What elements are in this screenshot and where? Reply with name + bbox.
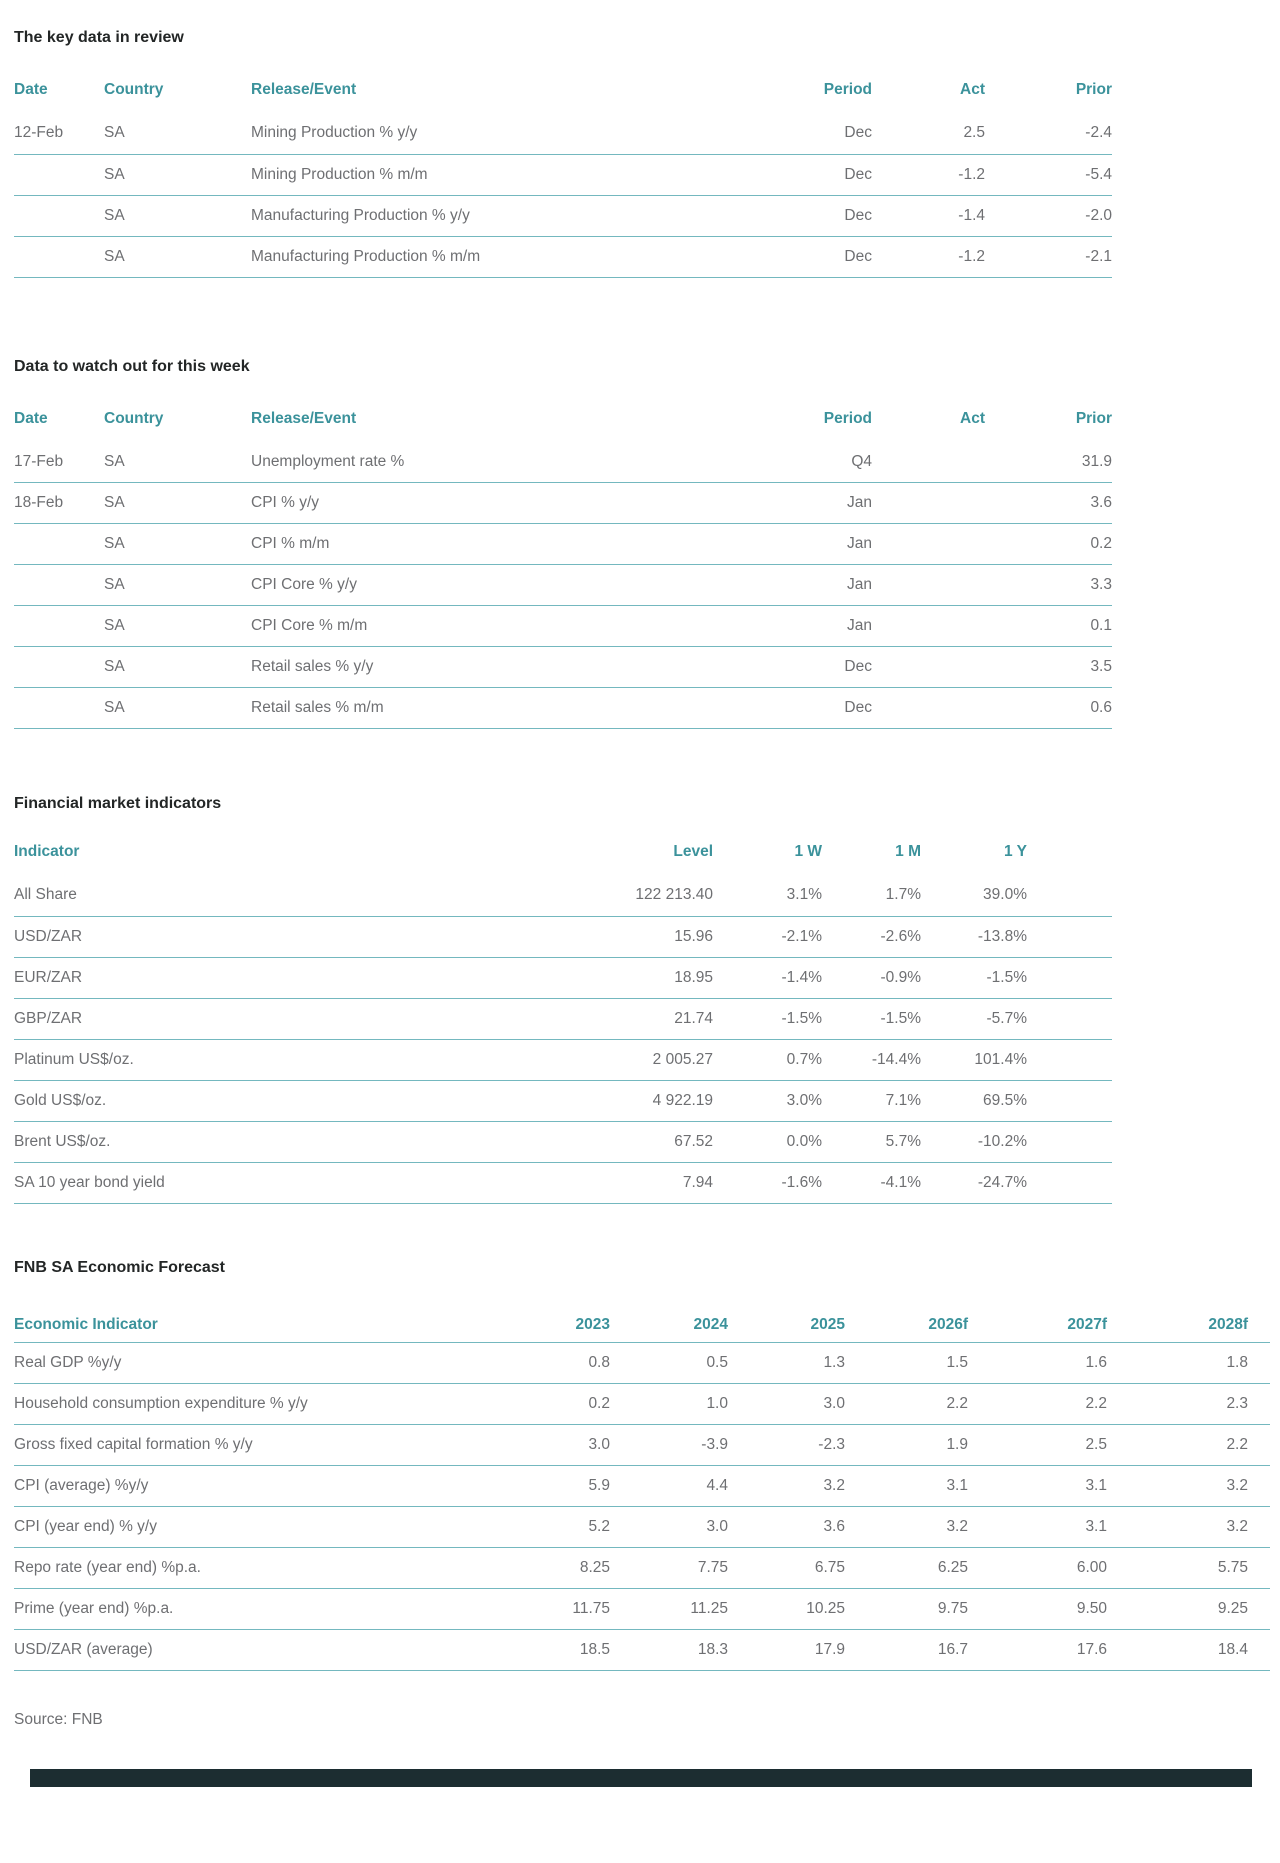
table-cell: 3.6 xyxy=(728,1507,845,1548)
table-cell: 1.7% xyxy=(822,875,921,916)
table-cell: Dec xyxy=(751,688,872,729)
table-cell xyxy=(872,688,985,729)
table-cell: SA xyxy=(104,195,251,236)
table-cell: -1.2 xyxy=(872,236,985,277)
table-cell: SA xyxy=(104,565,251,606)
table-cell: SA xyxy=(104,236,251,277)
table-cell: 10.25 xyxy=(728,1589,845,1630)
table-cell: 122 213.40 xyxy=(434,875,713,916)
column-header: 1 W xyxy=(794,843,822,860)
table-cell: -3.9 xyxy=(610,1425,728,1466)
table-cell: 31.9 xyxy=(985,442,1112,483)
table-cell: 9.50 xyxy=(968,1589,1107,1630)
table-cell: 17.9 xyxy=(728,1630,845,1671)
table-cell: 2.2 xyxy=(968,1384,1107,1425)
table-cell xyxy=(14,524,104,565)
table-cell xyxy=(872,647,985,688)
column-header: 1 M xyxy=(895,843,921,860)
table-row xyxy=(14,606,1112,647)
column-header: Prior xyxy=(1075,81,1112,98)
table-cell: 4 922.19 xyxy=(434,1080,713,1121)
table-row xyxy=(14,1507,1270,1548)
table-header-row xyxy=(14,843,1112,875)
table-cell: 69.5% xyxy=(921,1080,1112,1121)
section-economic-forecast xyxy=(14,1259,1270,1672)
table-cell: 11.75 xyxy=(434,1589,610,1630)
table-cell: 5.9 xyxy=(434,1466,610,1507)
table-cell: Jan xyxy=(751,606,872,647)
table-header-row xyxy=(14,410,1112,442)
column-header: Release/Event xyxy=(251,409,357,427)
table-cell: -2.1 xyxy=(985,236,1112,277)
table-cell: CPI Core % y/y xyxy=(251,565,751,606)
watch-week-table xyxy=(14,410,1112,730)
table-header-row xyxy=(14,1313,1270,1343)
table-cell: 101.4% xyxy=(921,1039,1112,1080)
table-cell: 5.7% xyxy=(822,1121,921,1162)
table-cell: 16.7 xyxy=(845,1630,968,1671)
economic-forecast-table xyxy=(14,1313,1270,1672)
section-watch-week xyxy=(14,358,1270,730)
table-cell: USD/ZAR xyxy=(14,916,434,957)
table-cell: 6.75 xyxy=(728,1548,845,1589)
table-row xyxy=(14,916,1112,957)
table-cell: 0.2 xyxy=(434,1384,610,1425)
table-cell: SA xyxy=(104,606,251,647)
table-cell: 3.1 xyxy=(845,1466,968,1507)
table-cell: Unemployment rate % xyxy=(251,442,751,483)
table-cell: Dec xyxy=(751,113,872,154)
table-cell: Household consumption expenditure % y/y xyxy=(14,1384,434,1425)
table-cell: Brent US$/oz. xyxy=(14,1121,434,1162)
column-header: Act xyxy=(960,81,985,98)
table-cell xyxy=(872,524,985,565)
table-cell: 18-Feb xyxy=(14,483,104,524)
table-header-row xyxy=(14,81,1112,113)
table-cell: All Share xyxy=(14,875,434,916)
table-cell: CPI (year end) % y/y xyxy=(14,1507,434,1548)
table-cell: CPI % y/y xyxy=(251,483,751,524)
footer-bar xyxy=(30,1769,1252,1787)
table-cell: Q4 xyxy=(751,442,872,483)
table-cell: 0.2 xyxy=(985,524,1112,565)
table-row xyxy=(14,647,1112,688)
table-row xyxy=(14,1589,1270,1630)
section-key-data xyxy=(14,29,1270,278)
table-row xyxy=(14,565,1112,606)
table-cell: -1.5% xyxy=(921,957,1112,998)
table-cell: SA xyxy=(104,442,251,483)
table-cell: 0.1 xyxy=(985,606,1112,647)
table-cell: Real GDP %y/y xyxy=(14,1343,434,1384)
table-cell: 3.3 xyxy=(985,565,1112,606)
column-header: Period xyxy=(823,81,872,98)
table-cell: 3.1% xyxy=(713,875,822,916)
table-cell: 3.5 xyxy=(985,647,1112,688)
table-cell xyxy=(14,688,104,729)
table-cell: 0.6 xyxy=(985,688,1112,729)
column-header: Act xyxy=(960,409,985,427)
table-cell: -13.8% xyxy=(921,916,1112,957)
table-cell: SA xyxy=(104,647,251,688)
table-cell: SA xyxy=(104,154,251,195)
table-row xyxy=(14,688,1112,729)
table-cell: 6.00 xyxy=(968,1548,1107,1589)
table-cell: 21.74 xyxy=(434,998,713,1039)
table-cell: -2.1% xyxy=(713,916,822,957)
table-cell: -2.0 xyxy=(985,195,1112,236)
table-cell xyxy=(14,606,104,647)
table-row xyxy=(14,875,1112,916)
table-row xyxy=(14,1548,1270,1589)
table-cell: 3.2 xyxy=(1107,1466,1270,1507)
table-cell: 18.95 xyxy=(434,957,713,998)
table-cell: 1.8 xyxy=(1107,1343,1270,1384)
table-cell: 18.4 xyxy=(1107,1630,1270,1671)
column-header: Release/Event xyxy=(251,81,357,98)
table-row xyxy=(14,195,1112,236)
table-cell: Dec xyxy=(751,154,872,195)
table-cell: 3.6 xyxy=(985,483,1112,524)
table-cell: 3.0 xyxy=(434,1425,610,1466)
table-cell: 4.4 xyxy=(610,1466,728,1507)
table-cell: 3.0 xyxy=(610,1507,728,1548)
table-cell: 6.25 xyxy=(845,1548,968,1589)
table-cell: 39.0% xyxy=(921,875,1112,916)
table-cell: SA xyxy=(104,113,251,154)
table-cell: Mining Production % m/m xyxy=(251,154,751,195)
column-header: Date xyxy=(14,409,48,427)
table-cell: 1.3 xyxy=(728,1343,845,1384)
table-row xyxy=(14,1080,1112,1121)
table-cell: -2.3 xyxy=(728,1425,845,1466)
table-cell: -5.4 xyxy=(985,154,1112,195)
table-row xyxy=(14,1039,1112,1080)
column-header: 1 Y xyxy=(1004,843,1027,860)
table-cell: -1.5% xyxy=(713,998,822,1039)
table-cell: 5.75 xyxy=(1107,1548,1270,1589)
table-cell: 2.3 xyxy=(1107,1384,1270,1425)
table-row xyxy=(14,1162,1112,1203)
table-row xyxy=(14,236,1112,277)
table-row xyxy=(14,998,1112,1039)
table-cell: -0.9% xyxy=(822,957,921,998)
table-cell xyxy=(872,565,985,606)
column-header: Level xyxy=(673,843,713,860)
section-market-indicators xyxy=(14,795,1270,1204)
table-cell: -10.2% xyxy=(921,1121,1112,1162)
table-row xyxy=(14,1384,1270,1425)
table-cell: 9.75 xyxy=(845,1589,968,1630)
table-cell: 11.25 xyxy=(610,1589,728,1630)
table-cell xyxy=(14,154,104,195)
column-header: Country xyxy=(104,409,164,427)
table-row xyxy=(14,1630,1270,1671)
table-cell xyxy=(14,565,104,606)
table-cell: Platinum US$/oz. xyxy=(14,1039,434,1080)
table-cell: 15.96 xyxy=(434,916,713,957)
table-cell: 2.5 xyxy=(968,1425,1107,1466)
table-row xyxy=(14,442,1112,483)
table-cell: USD/ZAR (average) xyxy=(14,1630,434,1671)
table-cell: 3.0% xyxy=(713,1080,822,1121)
table-cell: SA 10 year bond yield xyxy=(14,1162,434,1203)
table-cell xyxy=(14,236,104,277)
table-cell: 3.0 xyxy=(728,1384,845,1425)
table-cell: 12-Feb xyxy=(14,113,104,154)
key-data-table xyxy=(14,81,1112,278)
column-header: Prior xyxy=(1075,409,1112,427)
table-cell: 0.8 xyxy=(434,1343,610,1384)
table-cell: 3.2 xyxy=(1107,1507,1270,1548)
table-cell: 2.2 xyxy=(845,1384,968,1425)
source-note: Source: FNB xyxy=(14,1711,103,1728)
table-cell: CPI (average) %y/y xyxy=(14,1466,434,1507)
table-cell: 17.6 xyxy=(968,1630,1107,1671)
column-header: Country xyxy=(104,81,164,98)
table-cell: Jan xyxy=(751,565,872,606)
table-row xyxy=(14,483,1112,524)
table-cell: -5.7% xyxy=(921,998,1112,1039)
table-cell: Dec xyxy=(751,195,872,236)
column-header: Period xyxy=(823,409,872,427)
table-row xyxy=(14,524,1112,565)
table-cell: Dec xyxy=(751,236,872,277)
table-cell: 3.1 xyxy=(968,1466,1107,1507)
table-cell: -1.4% xyxy=(713,957,822,998)
section-heading-market-indicators: Financial market indicators xyxy=(14,795,222,812)
table-row xyxy=(14,957,1112,998)
table-cell: Jan xyxy=(751,483,872,524)
table-cell: Mining Production % y/y xyxy=(251,113,751,154)
table-cell: -1.6% xyxy=(713,1162,822,1203)
table-cell: Manufacturing Production % m/m xyxy=(251,236,751,277)
column-header: 2026f xyxy=(845,1313,968,1343)
column-header: 2023 xyxy=(434,1313,610,1343)
column-header: 2024 xyxy=(610,1313,728,1343)
table-cell xyxy=(14,647,104,688)
table-cell: Prime (year end) %p.a. xyxy=(14,1589,434,1630)
table-cell: 3.1 xyxy=(968,1507,1107,1548)
table-cell xyxy=(872,442,985,483)
table-cell: 0.7% xyxy=(713,1039,822,1080)
table-cell: -4.1% xyxy=(822,1162,921,1203)
table-cell xyxy=(872,483,985,524)
table-cell: GBP/ZAR xyxy=(14,998,434,1039)
table-cell: -24.7% xyxy=(921,1162,1112,1203)
market-indicators-table xyxy=(14,843,1112,1204)
table-cell: CPI % m/m xyxy=(251,524,751,565)
table-row xyxy=(14,1466,1270,1507)
table-cell: 2 005.27 xyxy=(434,1039,713,1080)
column-header: Indicator xyxy=(14,843,80,860)
table-cell: Retail sales % y/y xyxy=(251,647,751,688)
table-cell: 67.52 xyxy=(434,1121,713,1162)
column-header: 2027f xyxy=(968,1313,1107,1343)
table-cell: SA xyxy=(104,524,251,565)
table-cell: CPI Core % m/m xyxy=(251,606,751,647)
table-cell xyxy=(872,606,985,647)
table-cell: Retail sales % m/m xyxy=(251,688,751,729)
table-cell: Dec xyxy=(751,647,872,688)
section-heading-watch-week: Data to watch out for this week xyxy=(14,357,250,375)
table-cell: -14.4% xyxy=(822,1039,921,1080)
table-cell: -2.4 xyxy=(985,113,1112,154)
table-cell: -1.4 xyxy=(872,195,985,236)
table-cell: 2.2 xyxy=(1107,1425,1270,1466)
section-heading-key-data: The key data in review xyxy=(14,29,184,46)
table-cell: -1.5% xyxy=(822,998,921,1039)
column-header: 2025 xyxy=(728,1313,845,1343)
table-cell: 17-Feb xyxy=(14,442,104,483)
table-cell: 8.25 xyxy=(434,1548,610,1589)
table-cell: 7.94 xyxy=(434,1162,713,1203)
table-row xyxy=(14,1121,1112,1162)
table-cell: 3.2 xyxy=(728,1466,845,1507)
table-cell: Manufacturing Production % y/y xyxy=(251,195,751,236)
table-row xyxy=(14,113,1112,154)
table-cell: 2.5 xyxy=(872,113,985,154)
column-header: Date xyxy=(14,81,48,98)
table-cell: -1.2 xyxy=(872,154,985,195)
table-cell xyxy=(14,195,104,236)
table-cell: 18.5 xyxy=(434,1630,610,1671)
table-cell: 7.75 xyxy=(610,1548,728,1589)
table-cell: 1.6 xyxy=(968,1343,1107,1384)
table-row xyxy=(14,154,1112,195)
table-cell: 1.9 xyxy=(845,1425,968,1466)
table-cell: Gold US$/oz. xyxy=(14,1080,434,1121)
table-cell: Gross fixed capital formation % y/y xyxy=(14,1425,434,1466)
table-cell: EUR/ZAR xyxy=(14,957,434,998)
table-cell: 1.5 xyxy=(845,1343,968,1384)
table-cell: SA xyxy=(104,688,251,729)
table-cell: 9.25 xyxy=(1107,1589,1270,1630)
column-header: 2028f xyxy=(1107,1313,1270,1343)
section-heading-economic-forecast: FNB SA Economic Forecast xyxy=(14,1258,226,1276)
table-cell: 5.2 xyxy=(434,1507,610,1548)
table-cell: 3.2 xyxy=(845,1507,968,1548)
table-row xyxy=(14,1343,1270,1384)
column-header: Economic Indicator xyxy=(14,1313,434,1343)
table-row xyxy=(14,1425,1270,1466)
table-cell: -2.6% xyxy=(822,916,921,957)
table-cell: 1.0 xyxy=(610,1384,728,1425)
table-cell: 0.5 xyxy=(610,1343,728,1384)
table-cell: Jan xyxy=(751,524,872,565)
table-cell: 7.1% xyxy=(822,1080,921,1121)
table-cell: 0.0% xyxy=(713,1121,822,1162)
table-cell: SA xyxy=(104,483,251,524)
table-cell: Repo rate (year end) %p.a. xyxy=(14,1548,434,1589)
table-cell: 18.3 xyxy=(610,1630,728,1671)
